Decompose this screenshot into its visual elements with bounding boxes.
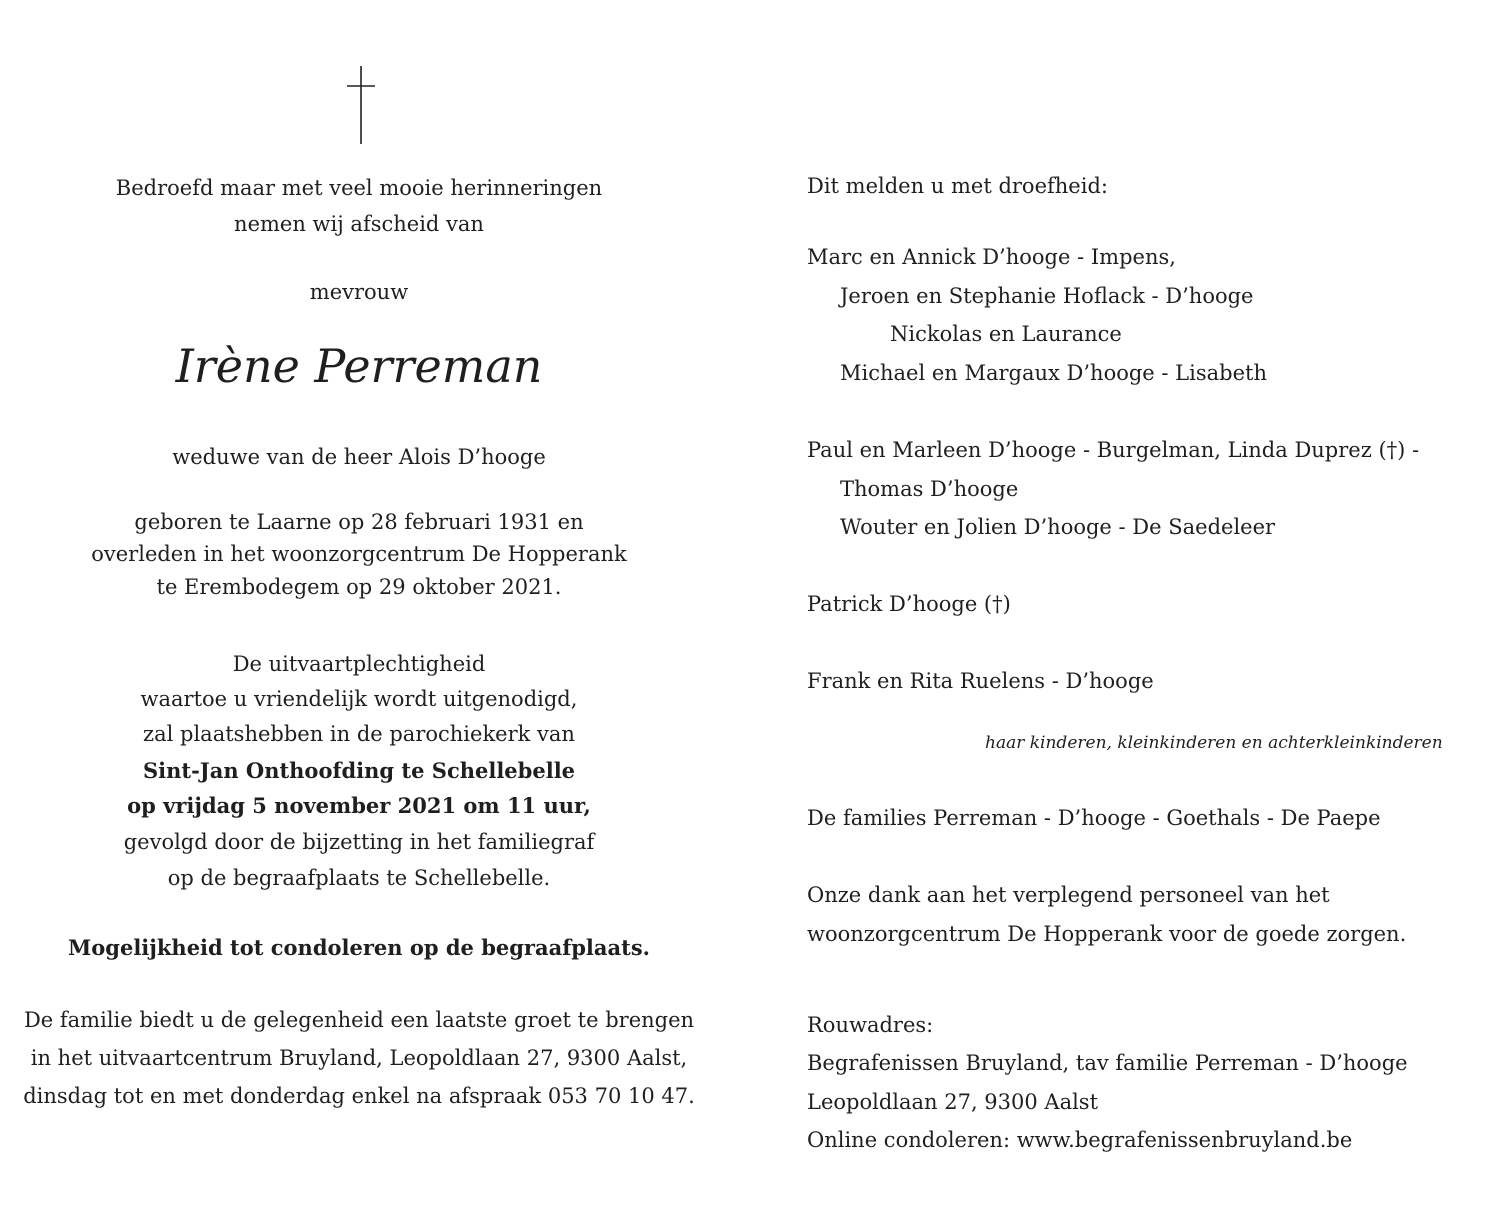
ceremony-line-1: De uitvaartplechtigheid — [232, 652, 486, 676]
families-line: De families Perreman - D’hooge - Goethals - De Paepe — [807, 806, 1381, 830]
cross-icon — [346, 66, 376, 144]
birth-line: geboren te Laarne op 28 februari 1931 en — [134, 510, 584, 534]
family-1-line-4: Michael en Margaux D’hooge - Lisabeth — [840, 361, 1267, 385]
death-line: overleden in het woonzorgcentrum De Hopperank — [91, 542, 627, 566]
deceased-name: Irène Perreman — [175, 339, 543, 393]
thanks-line-2: woonzorgcentrum De Hopperank voor de goede zorgen. — [807, 922, 1407, 946]
death-place-line: te Erembodegem op 29 oktober 2021. — [156, 575, 562, 599]
visit-line-3: dinsdag tot en met donderdag enkel na afspraak 053 70 10 47. — [23, 1084, 695, 1108]
ceremony-line-2: waartoe u vriendelijk wordt uitgenodigd, — [140, 687, 578, 711]
family-2-line-3: Wouter en Jolien D’hooge - De Saedeleer — [840, 515, 1276, 539]
salutation: mevrouw — [309, 280, 409, 304]
thanks-line-1: Onze dank aan het verplegend personeel van het — [807, 883, 1330, 907]
address-line-3: Online condoleren: www.begrafenissenbruyland.be — [807, 1128, 1353, 1152]
family-2-line-1: Paul en Marleen D’hooge - Burgelman, Linda Duprez (†) - — [807, 438, 1420, 462]
intro-line-1: Bedroefd maar met veel mooie herinneringen — [115, 176, 603, 200]
burial-line-2: op de begraafplaats te Schellebelle. — [167, 866, 551, 890]
ceremony-place: Sint-Jan Onthoofding te Schellebelle — [142, 758, 576, 783]
intro-line-2: nemen wij afscheid van — [234, 212, 484, 236]
family-1-line-3: Nickolas en Laurance — [890, 322, 1122, 346]
visit-line-2: in het uitvaartcentrum Bruyland, Leopoldlaan 27, 9300 Aalst, — [30, 1046, 688, 1070]
announce-line: Dit melden u met droefheid: — [807, 174, 1108, 198]
family-2-line-2: Thomas D’hooge — [840, 477, 1019, 501]
address-label: Rouwadres: — [807, 1013, 934, 1037]
address-line-2: Leopoldlaan 27, 9300 Aalst — [807, 1090, 1099, 1114]
ceremony-line-3: zal plaatshebben in de parochiekerk van — [143, 722, 575, 746]
family-1-line-2: Jeroen en Stephanie Hoflack - D’hooge — [840, 284, 1254, 308]
left-column — [0, 0, 718, 1214]
family-4-line: Frank en Rita Ruelens - D’hooge — [807, 669, 1154, 693]
widow-line: weduwe van de heer Alois D’hooge — [172, 445, 546, 469]
visit-line-1: De familie biedt u de gelegenheid een laatste groet te brengen — [23, 1008, 695, 1032]
family-3-line: Patrick D’hooge (†) — [807, 592, 1011, 616]
address-line-1: Begrafenissen Bruyland, tav familie Perreman - D’hooge — [807, 1051, 1408, 1075]
relation-note: haar kinderen, kleinkinderen en achterkleinkinderen — [985, 733, 1443, 753]
burial-line-1: gevolgd door de bijzetting in het familiegraf — [123, 830, 595, 854]
family-1-line-1: Marc en Annick D’hooge - Impens, — [807, 245, 1176, 269]
right-column — [807, 0, 1487, 1214]
condolence-note: Mogelijkheid tot condoleren op de begraafplaats. — [68, 935, 650, 960]
ceremony-date: op vrijdag 5 november 2021 om 11 uur, — [127, 793, 591, 818]
